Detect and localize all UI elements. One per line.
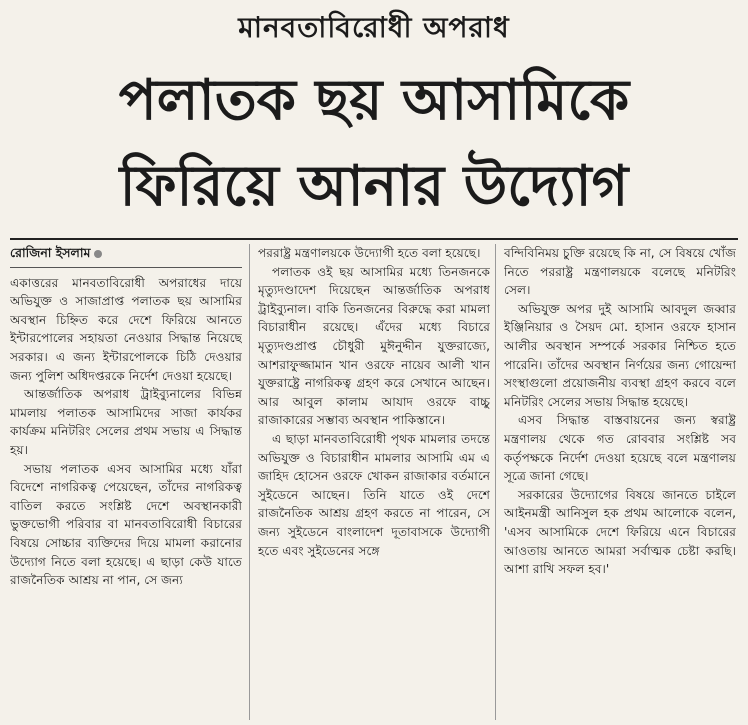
paragraph: আন্তর্জাতিক অপরাধ ট্রাইব্যুনালের বিভিন্ন মামলায় পলাতক আসামিদের সাজা কার্যকর কার্যক্রম মনিটরিং সেলের প্রথম সভায় এ সিদ্ধান্ত হয়। <box>10 387 242 457</box>
column-divider <box>249 244 250 720</box>
paragraph: এ ছাড়া মানবতাবিরোধী পৃথক মামলার তদন্তে অভিযুক্ত ও বিচারাধীন মামলার আসামি এম এ জাহিদ হোসেন ওরফে খোকন রাজাকার বর্তমানে সুইডেনে আছেন। তিনি যাতে ওই দেশে রাজনৈতিক আশ্রয় গ্রহণ করতে না পারেন, সে জন্য সুইডেনে বাংলাদেশ দূতাবাসকে উদ্যোগী হতে এবং সুইডেনের সঙ্গে <box>258 431 490 558</box>
column-divider <box>495 244 496 720</box>
headline-line-1: পলাতক ছয় আসামিকে <box>118 68 630 133</box>
headline-rule <box>10 238 738 240</box>
article-column-1 <box>10 244 242 720</box>
paragraph: পলাতক ওই ছয় আসামির মধ্যে তিনজনকে মৃত্যুদণ্ডাদেশ দিয়েছেন আন্তর্জাতিক অপরাধ ট্রাইব্যুনাল। বাকি তিনজনের বিরুদ্ধে করা মামলা বিচারাধীন রয়েছে। এঁদের মধ্যে বিচারে মৃত্যুদণ্ডপ্রাপ্ত চৌধুরী মুঈনুদ্দীন যুক্তরাজ্যে, আশরাফুজ্জামান খান ওরফে নায়েব আলী খান যুক্তরাষ্ট্রে নাগরিকত্ব গ্রহণ করে সেখানে আছেন। আর আবুল কালাম আযাদ ওরফে বাচ্চু রাজাকারের সম্ভাব্য অবস্থান পাকিস্তানে। <box>258 264 490 428</box>
kicker: মানবতাবিরোধী অপরাধ <box>238 11 510 44</box>
paragraph: সভায় পলাতক এসব আসামির মধ্যে যাঁরা বিদেশে নাগরিকত্ব পেয়েছেন, তাঁদের নাগরিকত্ব বাতিল করতে সংশ্লিষ্ট দেশে অবস্থানকারী ভুক্তভোগী পরিবার বা মানবতাবিরোধী বিচারের বিষয়ে সোচ্চার ব্যক্তিদের দিয়ে মামলা করানোর উদ্যোগ নিতে বলা হয়েছে। এ ছাড়া কেউ যাতে রাজনৈতিক আশ্রয় না পান, সে জন্য <box>10 461 242 588</box>
paragraph: এসব সিদ্ধান্ত বাস্তবায়নের জন্য স্বরাষ্ট্র মন্ত্রণালয় থেকে গত রোববার সংশ্লিষ্ট সব কর্তৃপক্ষকে নির্দেশ দেওয়া হয়েছে বলে মন্ত্রণালয় সূত্রে জানা গেছে। <box>504 413 736 484</box>
paragraph: সরকারের উদ্যোগের বিষয়ে জানতে চাইলে আইনমন্ত্রী আনিসুল হক প্রথম আলোকে বলেন, 'এসব আসামিকে দেশে ফিরিয়ে এনে বিচারের আওতায় আনতে আমরা সর্বাত্মক চেষ্টা করছি। আশা রাখি সফল হব।' <box>504 487 736 577</box>
paragraph: অভিযুক্ত অপর দুই আসামি আবদুল জব্বার ইঞ্জিনিয়ার ও সৈয়দ মো. হাসান ওরফে হাসান আলীর অবস্থান সম্পর্কে সরকার নিশ্চিত হতে পারেনি। তাঁদের অবস্থান নির্ণয়ের জন্য গোয়েন্দা সংস্থাগুলো প্রয়োজনীয় ব্যবস্থা গ্রহণ করবে বলে মনিটরিং সেলের সভায় সিদ্ধান্ত হয়েছে। <box>504 301 736 409</box>
headline-line-2: ফিরিয়ে আনার উদ্যোগ <box>119 154 629 219</box>
paragraph: একাত্তরের মানবতাবিরোধী অপরাধের দায়ে অভিযুক্ত ও সাজাপ্রাপ্ত পলাতক ছয় আসামির অবস্থান চিহ্নিত করে দেশে ফিরিয়ে আনতে ইন্টারপোলের সহায়তা নেওয়ার সিদ্ধান্ত নিয়েছে সরকার। এ জন্য ইন্টারপোলকে চিঠি দেওয়ার জন্য পুলিশ অধিদপ্তরকে নির্দেশ দেওয়া হয়েছে। <box>10 275 242 383</box>
article-column-2 <box>258 244 490 720</box>
byline-dot-icon <box>94 250 102 258</box>
byline-name: রোজিনা ইসলাম <box>10 245 91 260</box>
paragraph: পররাষ্ট্র মন্ত্রণালয়কে উদ্যোগী হতে বলা হয়েছে। <box>258 246 481 260</box>
byline <box>10 244 242 263</box>
headline <box>20 58 728 230</box>
article-column-3 <box>504 244 736 720</box>
byline-rule <box>10 267 242 268</box>
paragraph: বন্দিবিনিময় চুক্তি রয়েছে কি না, সে বিষয়ে খোঁজ নিতে পররাষ্ট্র মন্ত্রণালয়কে বলেছে মনিটরিং সেল। <box>504 246 736 298</box>
